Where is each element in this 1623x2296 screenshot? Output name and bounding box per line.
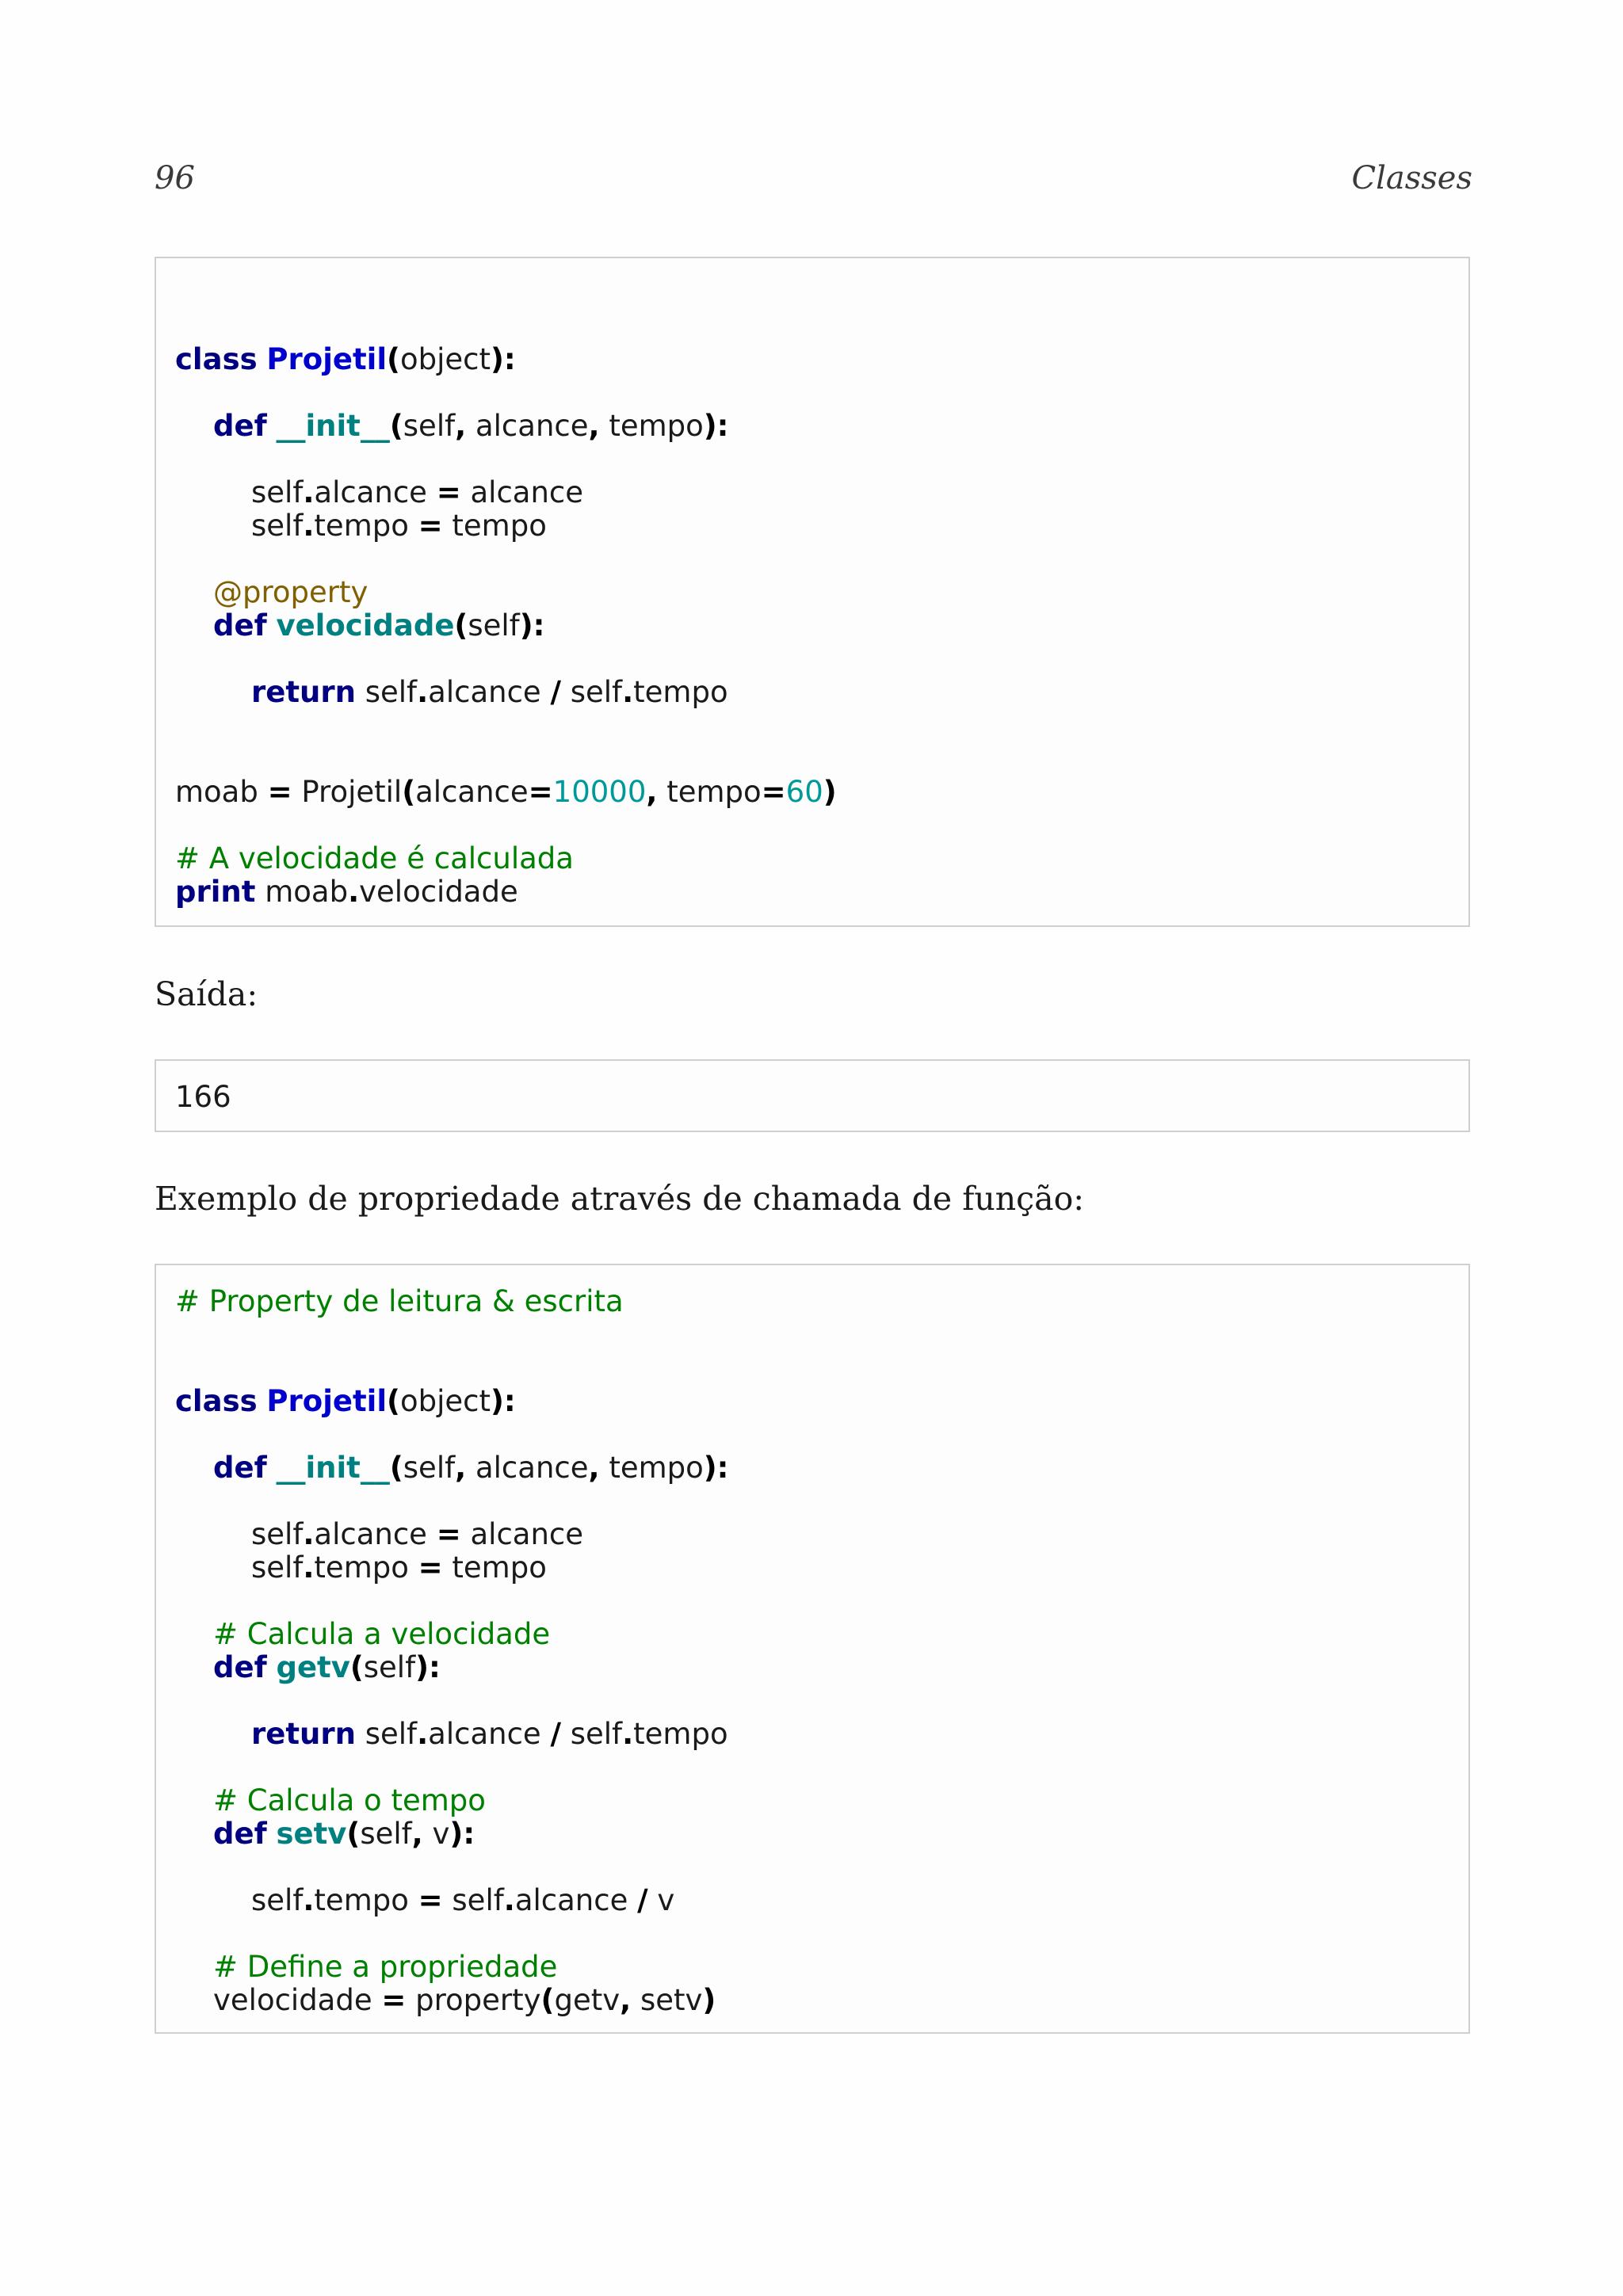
code-line-assign-alcance: self.alcance = alcance <box>251 475 584 509</box>
output-block <box>155 1059 1470 1132</box>
output-label: Saída: <box>155 975 258 1013</box>
page-number: 96 <box>155 160 195 196</box>
code-line-comment-getv: # Calcula a velocidade <box>213 1617 551 1651</box>
code-line-comment-top: # Property de leitura & escrita <box>175 1284 624 1318</box>
code-line-def-init: def __init__(self, alcance, tempo): <box>213 409 729 443</box>
code-line-def-getv: def getv(self): <box>213 1650 441 1684</box>
code-line-decorator: @property <box>213 575 369 609</box>
output-value: 166 <box>175 1080 231 1114</box>
code-line-def-init: def __init__(self, alcance, tempo): <box>213 1451 729 1485</box>
code-line-assign-alcance: self.alcance = alcance <box>251 1517 584 1551</box>
code-line-comment-prop: # Define a propriedade <box>213 1950 558 1984</box>
code-line-assign-tempo: self.tempo = tempo <box>251 509 547 543</box>
code-line-class: class Projetil(object): <box>175 342 516 376</box>
code-line-property: velocidade = property(getv, setv) <box>213 1983 716 2017</box>
paragraph-text: Exemplo de propriedade através de chamada de função: <box>155 1180 1085 1218</box>
running-header-title: Classes <box>1351 160 1472 196</box>
code-line-def-velocidade: def velocidade(self): <box>213 608 545 643</box>
code-block-1 <box>155 257 1470 927</box>
code-line-print: print moab.velocidade <box>175 875 518 909</box>
code-line-comment: # A velocidade é calculada <box>175 841 574 875</box>
code-line-class: class Projetil(object): <box>175 1384 516 1418</box>
code-line-return: return self.alcance / self.tempo <box>251 1717 728 1751</box>
code-line-comment-setv: # Calcula o tempo <box>213 1783 486 1817</box>
code-line-setv-body: self.tempo = self.alcance / v <box>251 1883 675 1917</box>
code-block-2 <box>155 1264 1470 2034</box>
code-line-return: return self.alcance / self.tempo <box>251 675 728 709</box>
code-line-assign-tempo: self.tempo = tempo <box>251 1550 547 1585</box>
code-line-moab: moab = Projetil(alcance=10000, tempo=60) <box>175 775 837 809</box>
code-line-def-setv: def setv(self, v): <box>213 1817 475 1851</box>
